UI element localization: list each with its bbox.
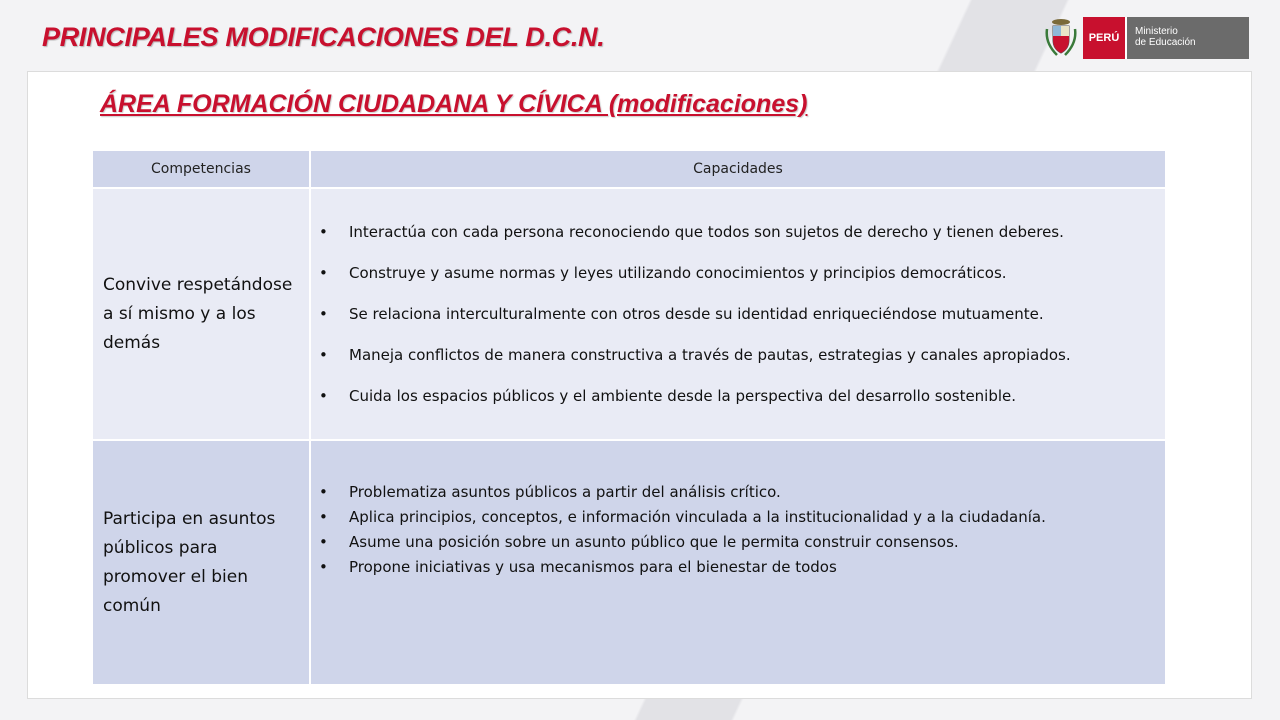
ministry-line-2: de Educación — [1135, 37, 1196, 48]
capacidades-list — [311, 220, 1165, 409]
list-item: • Propone iniciativas y usa mecanismos para el bienestar de todos — [311, 555, 1149, 580]
page-title: PRINCIPALES MODIFICACIONES DEL D.C.N. — [42, 22, 605, 52]
list-item: • Maneja conflictos de manera constructiva a través de pautas, estrategias y canales apropiados. — [311, 343, 1149, 368]
competencias-table — [91, 149, 1167, 686]
ministry-line-1: Ministerio — [1135, 26, 1178, 37]
header-competencias: Competencias — [92, 150, 310, 188]
ministry-label — [1127, 17, 1249, 59]
header-capacidades: Capacidades — [310, 150, 1166, 188]
coat-of-arms-icon — [1044, 17, 1078, 59]
table-header-row — [92, 150, 1166, 188]
peru-label: PERÚ — [1083, 17, 1127, 59]
list-item: • Cuida los espacios públicos y el ambiente desde la perspectiva del desarrollo sostenible. — [311, 384, 1149, 409]
competencia-cell: Convive respetándose a sí mismo y a los demás — [92, 188, 310, 440]
capacidades-cell — [310, 188, 1166, 440]
section-subtitle: ÁREA FORMACIÓN CIUDADANA Y CÍVICA (modificaciones) — [100, 90, 808, 118]
list-item: • Interactúa con cada persona reconociendo que todos son sujetos de derecho y tienen deberes. — [311, 220, 1149, 245]
capacidades-cell — [310, 440, 1166, 685]
list-item: • Construye y asume normas y leyes utilizando conocimientos y principios democráticos. — [311, 261, 1149, 286]
list-item: • Se relaciona interculturalmente con otros desde su identidad enriqueciéndose mutuamente. — [311, 302, 1149, 327]
list-item: • Aplica principios, conceptos, e información vinculada a la institucionalidad y a la ciudadanía. — [311, 505, 1149, 530]
table-row — [92, 188, 1166, 440]
capacidades-list — [311, 480, 1165, 580]
table-row — [92, 440, 1166, 685]
competencia-cell: Participa en asuntos públicos para promover el bien común — [92, 440, 310, 685]
ministry-logo — [1044, 17, 1249, 59]
list-item: • Problematiza asuntos públicos a partir del análisis crítico. — [311, 480, 1149, 505]
list-item: • Asume una posición sobre un asunto público que le permita construir consensos. — [311, 530, 1149, 555]
